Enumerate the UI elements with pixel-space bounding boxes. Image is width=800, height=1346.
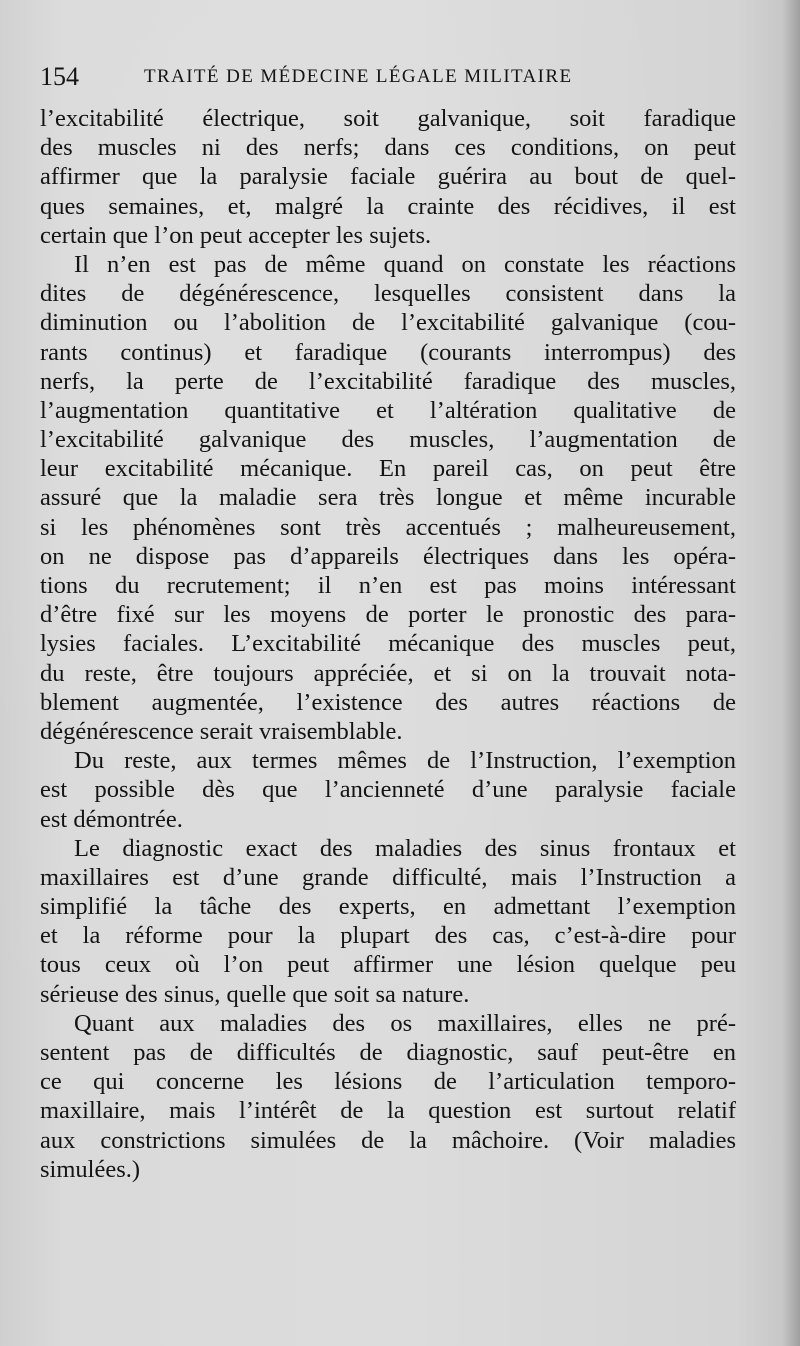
text-line: l’excitabilité galvanique des muscles, l’augmentation de: [40, 426, 736, 454]
text-line: et la réforme pour la plupart des cas, c’est-à-dire pour: [40, 922, 736, 950]
text-line: est possible dès que l’ancienneté d’une paralysie faciale: [40, 776, 736, 804]
page-number: 154: [40, 62, 79, 91]
text-line: sentent pas de difficultés de diagnostic, sauf peut-être en: [40, 1039, 736, 1066]
text-line: simplifié la tâche des experts, en admettant l’exemption: [40, 893, 736, 921]
text-line: certain que l’on peut accepter les sujets.: [40, 221, 432, 249]
paragraph: [40, 746, 736, 834]
text-line: diminution ou l’abolition de l’excitabilité galvanique (cou-: [40, 309, 736, 337]
page-header: [40, 62, 740, 92]
text-line: dites de dégénérescence, lesquelles consistent dans la: [40, 280, 736, 308]
text-line: leur excitabilité mécanique. En pareil cas, on peut être: [40, 455, 736, 483]
text-line: maxillaires est d’une grande difficulté, mais l’Instruction a: [40, 863, 736, 891]
text-line: aux constrictions simulées de la mâchoire. (Voir maladies: [40, 1126, 736, 1154]
text-line: des muscles ni des nerfs; dans ces conditions, on peut: [40, 134, 736, 162]
text-line: Du reste, aux termes mêmes de l’Instruction, l’exemption: [74, 747, 736, 775]
text-line: d’être fixé sur les moyens de porter le pronostic des para-: [40, 601, 736, 629]
text-line: nerfs, la perte de l’excitabilité faradique des muscles,: [40, 367, 736, 395]
text-line: l’augmentation quantitative et l’altération qualitative de: [40, 396, 736, 424]
text-line: Le diagnostic exact des maladies des sinus frontaux et: [74, 834, 736, 862]
text-line: sérieuse des sinus, quelle que soit sa nature.: [40, 980, 470, 1008]
page-edge-shadow: [782, 0, 800, 1346]
text-line: rants continus) et faradique (courants interrompus) des: [40, 338, 736, 366]
running-title: TRAITÉ DE MÉDECINE LÉGALE MILITAIRE: [144, 66, 573, 87]
text-line: lysies faciales. L’excitabilité mécanique des muscles peut,: [40, 630, 736, 658]
text-line: si les phénomènes sont très accentués ; malheureusement,: [40, 513, 736, 541]
text-line: tous ceux où l’on peut affirmer une lésion quelque peu: [40, 951, 736, 979]
text-line: maxillaire, mais l’intérêt de la question est surtout relatif: [40, 1097, 736, 1125]
text-line: dégénérescence serait vraisemblable.: [40, 717, 403, 745]
paragraph: [40, 834, 736, 1009]
paragraph: [40, 104, 736, 250]
paragraph: [40, 1009, 736, 1184]
text-line: assuré que la maladie sera très longue et même incurable: [40, 484, 736, 512]
text-line: est démontrée.: [40, 805, 183, 833]
text-line: on ne dispose pas d’appareils électriques dans les opéra-: [40, 542, 736, 570]
text-line: ce qui concerne les lésions de l’articulation temporo-: [40, 1068, 736, 1096]
text-line: affirmer que la paralysie faciale guérira au bout de quel-: [40, 163, 736, 191]
paragraph: [40, 250, 736, 746]
text-line: Il n’en est pas de même quand on constate les réactions: [74, 250, 736, 278]
body-text: [40, 104, 736, 1184]
text-line: blement augmentée, l’existence des autres réactions de: [40, 688, 736, 716]
text-line: ques semaines, et, malgré la crainte des récidives, il est: [40, 192, 736, 220]
text-line: Quant aux maladies des os maxillaires, elles ne pré-: [74, 1009, 736, 1037]
text-line: simulées.): [40, 1155, 141, 1183]
text-line: tions du recrutement; il n’en est pas moins intéressant: [40, 572, 736, 599]
text-line: l’excitabilité électrique, soit galvanique, soit faradique: [40, 105, 736, 132]
text-line: du reste, être toujours appréciée, et si on la trouvait nota-: [40, 659, 736, 687]
